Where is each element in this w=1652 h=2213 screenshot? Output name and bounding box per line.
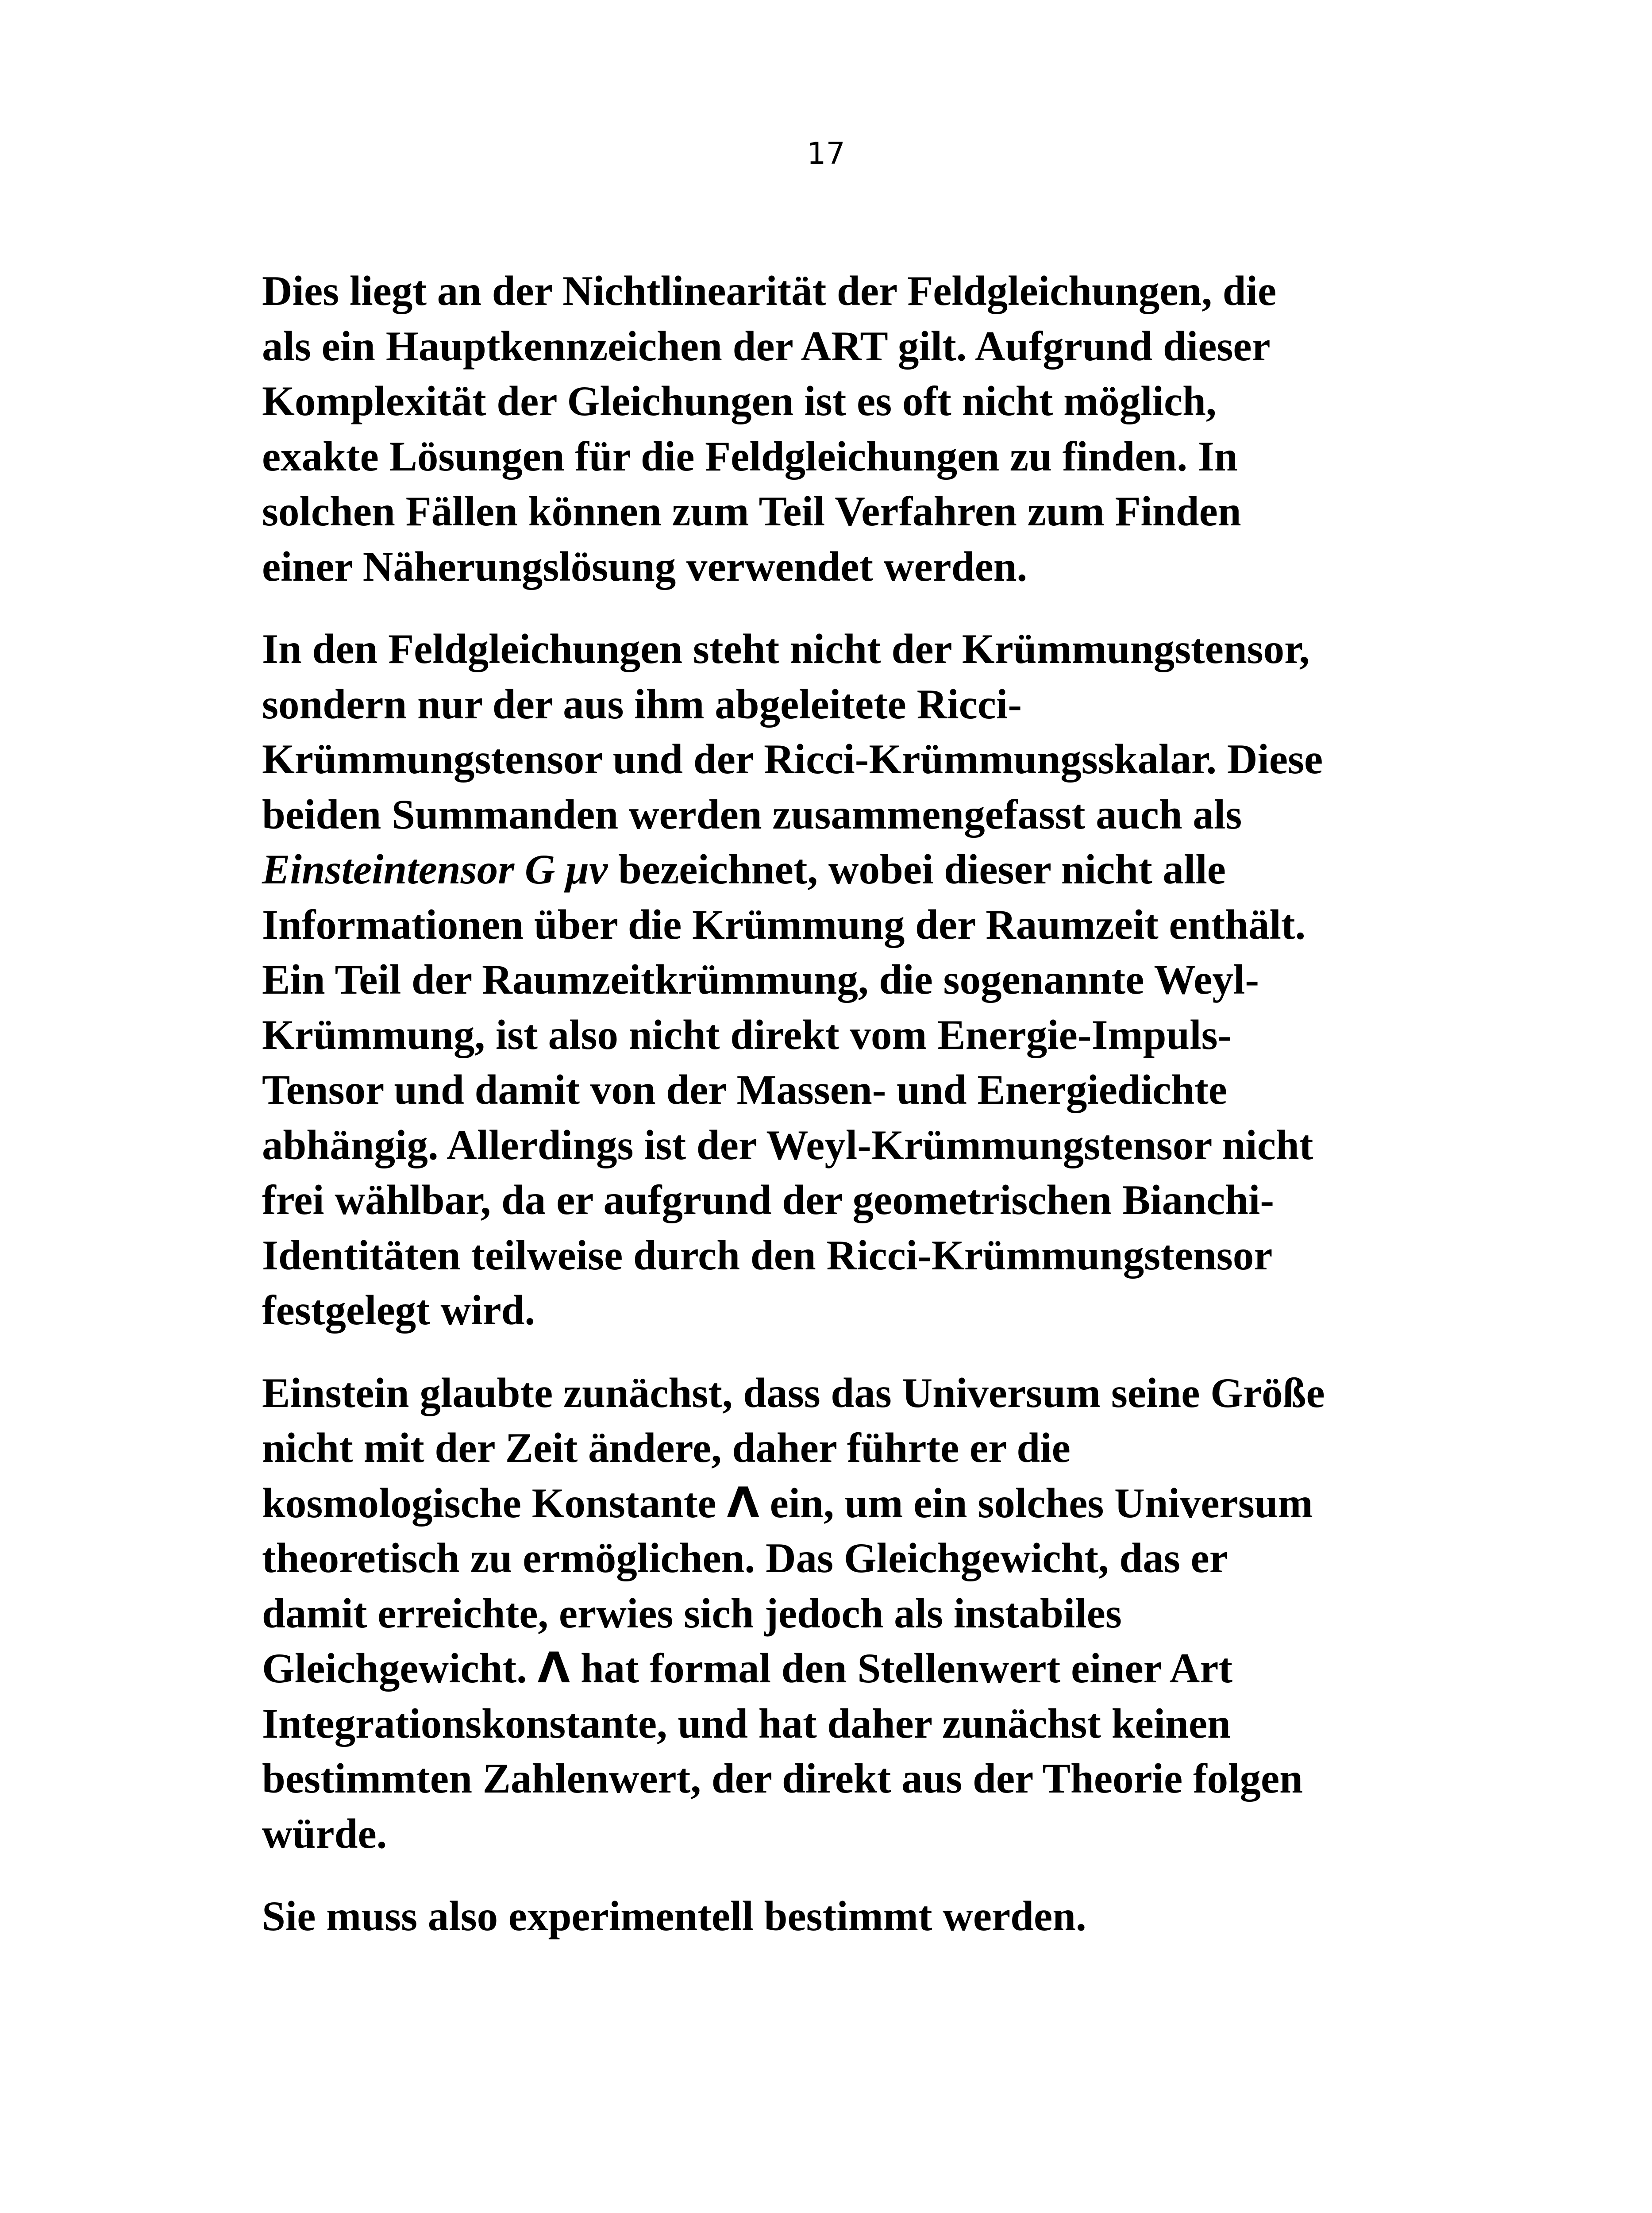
text-line: nicht mit der Zeit ändere, daher führte er die [262, 1424, 1071, 1471]
text-line: Sie muss also experimentell bestimmt werden. [262, 1893, 1086, 1939]
text-line: damit erreichte, erwies sich jedoch als instabiles [262, 1589, 1122, 1637]
text-fragment: hat formal den Stellenwert einer Art [570, 1645, 1232, 1692]
text-line: solchen Fällen können zum Teil Verfahren zum Finden [262, 488, 1241, 535]
text-line: Dies liegt an der Nichtlinearität der Feldgleichungen, die [262, 267, 1277, 314]
text-line: bestimmten Zahlenwert, der direkt aus der Theorie folgen [262, 1755, 1303, 1802]
document-body [262, 263, 1413, 1971]
text-line: würde. [262, 1810, 387, 1857]
text-line: theoretisch zu ermöglichen. Das Gleichgewicht, das er [262, 1534, 1228, 1581]
text-line: Ein Teil der Raumzeitkrümmung, die sogenannte Weyl- [262, 956, 1259, 1003]
text-line: Krümmungstensor und der Ricci-Krümmungsskalar. Diese [262, 736, 1323, 783]
text-line: sondern nur der aus ihm abgeleitete Ricci- [262, 680, 1022, 728]
text-line: Identitäten teilweise durch den Ricci-Krümmungstensor [262, 1231, 1273, 1279]
text-line: Komplexität der Gleichungen ist es oft nicht möglich, [262, 378, 1217, 424]
text-fragment: bezeichnet, wobei dieser nicht alle [608, 846, 1226, 893]
paragraph-cosmological-constant [262, 1365, 1413, 1862]
text-line-einstein-tensor [262, 842, 1413, 897]
mu-nu-symbol: μν [566, 846, 608, 893]
text-line-lambda [262, 1641, 1413, 1696]
text-line: Tensor und damit von der Massen- und Energiedichte [262, 1066, 1227, 1113]
text-line: Informationen über die Krümmung der Raumzeit enthält. [262, 901, 1306, 948]
text-line: Krümmung, ist also nicht direkt vom Energie-Impuls- [262, 1011, 1232, 1058]
text-line: In den Feldgleichungen steht nicht der Krümmungstensor, [262, 625, 1310, 672]
lambda-symbol: Λ [537, 1644, 570, 1693]
text-fragment: kosmologische Konstante [262, 1479, 727, 1527]
einstein-tensor-term: Einsteintensor G [262, 846, 555, 893]
text-line: Integrationskonstante, und hat daher zunächst keinen [262, 1700, 1231, 1747]
text-line: festgelegt wird. [262, 1287, 535, 1334]
text-line: abhängig. Allerdings ist der Weyl-Krümmungstensor nicht [262, 1121, 1313, 1168]
paragraph-nonlinearity [262, 263, 1413, 594]
text-line: als ein Hauptkennzeichen der ART gilt. Aufgrund dieser [262, 322, 1271, 370]
page-number: 17 [807, 136, 845, 171]
text-line-lambda [262, 1476, 1413, 1531]
paragraph-einstein-tensor [262, 621, 1413, 1338]
text-line: frei wählbar, da er aufgrund der geometrischen Bianchi- [262, 1176, 1275, 1223]
text-fragment: ein, um ein solches Universum [770, 1479, 1313, 1527]
text-line: Einstein glaubte zunächst, dass das Universum seine Größe [262, 1369, 1325, 1416]
paragraph-experimental [262, 1889, 1413, 1944]
text-line: exakte Lösungen für die Feldgleichungen zu finden. In [262, 432, 1238, 480]
lambda-symbol: Λ [727, 1478, 759, 1527]
text-fragment: Gleichgewicht. [262, 1645, 538, 1692]
text-line: beiden Summanden werden zusammengefasst auch als [262, 790, 1242, 838]
text-line: einer Näherungslösung verwendet werden. [262, 543, 1028, 590]
